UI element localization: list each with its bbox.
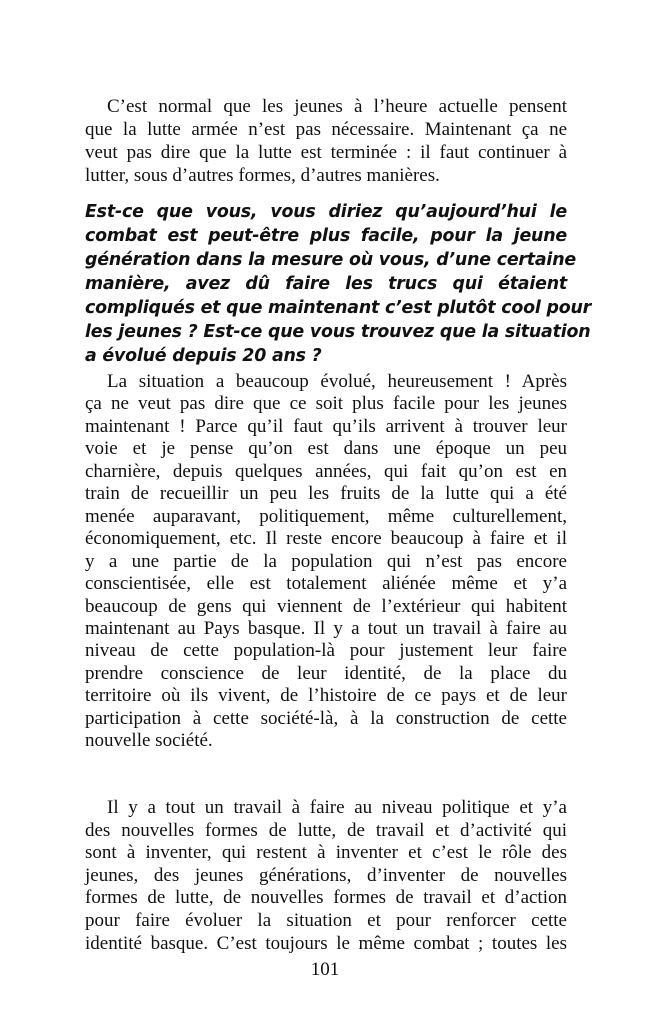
text-line: a évolué depuis 20 ans ?	[85, 346, 322, 366]
text-line: conscientisée, elle est totalement aliénée même et y’a	[85, 573, 567, 595]
text-line: niveau de cette population-là pour justement leur faire	[85, 640, 567, 662]
text-line: charnière, depuis quelques années, qui fait qu’on est en	[85, 460, 567, 482]
page-number: 101	[310, 959, 340, 980]
text-line: voie et je pense qu’on est dans une époque un peu	[85, 438, 567, 460]
text-line: jeunes, des jeunes générations, d’inventer de nouvelles	[85, 864, 567, 886]
text-line: maintenant ! Parce qu’il faut qu’ils arrivent à trouver leur	[85, 415, 567, 437]
text-line: combat est peut-être plus facile, pour la jeune	[85, 226, 567, 246]
text-line: nouvelle société.	[85, 730, 213, 752]
text-line: territoire où ils vivent, de l’histoire de ce pays et de leur	[85, 685, 567, 707]
text-line: compliqués et que maintenant c’est plutôt cool pour	[85, 298, 592, 318]
text-line: prendre conscience de leur identité, de la place du	[85, 662, 567, 684]
interview-question	[85, 200, 592, 368]
text-line: pour faire évoluer la situation et pour renforcer cette	[85, 909, 567, 931]
text-line: veut pas dire que la lutte est terminée : il faut continuer à	[85, 142, 567, 163]
paragraph	[85, 371, 567, 753]
text-line: les jeunes ? Est-ce que vous trouvez que la situation	[85, 322, 591, 342]
text-line: Il y a tout un travail à faire au niveau politique et y’a	[107, 797, 567, 818]
text-line: menée auparavant, politiquement, même culturellement,	[85, 505, 567, 527]
text-line: train de recueillir un peu les fruits de la lutte qui a été	[85, 483, 567, 505]
text-line: participation à cette société-là, à la construction de cette	[85, 707, 567, 729]
text-line: formes de lutte, de nouvelles formes de travail et d’action	[85, 887, 567, 909]
text-line: La situation a beaucoup évolué, heureusement ! Après	[107, 371, 567, 392]
text-line: ça ne veut pas dire que ce soit plus facile pour les jeunes	[85, 393, 567, 415]
text-line: beaucoup de gens qui viennent de l’extérieur qui habitent	[85, 595, 567, 617]
text-line: lutter, sous d’autres formes, d’autres manières.	[85, 165, 440, 186]
text-line: y a une partie de la population qui n’est pas encore	[85, 550, 567, 572]
text-line: que la lutte armée n’est pas nécessaire. Maintenant ça ne	[85, 119, 567, 140]
text-line: économiquement, etc. Il reste encore beaucoup à faire et il	[85, 528, 567, 550]
text-line: manière, avez dû faire les trucs qui étaient	[85, 274, 567, 294]
text-line: sont à inventer, qui restent à inventer et c’est le rôle des	[85, 842, 567, 864]
text-line: Est-ce que vous, vous diriez qu’aujourd’hui le	[85, 202, 567, 222]
text-line: des nouvelles formes de lutte, de travail et d’activité qui	[85, 819, 567, 841]
paragraph	[85, 797, 567, 955]
paragraph	[85, 95, 567, 187]
text-line: génération dans la mesure où vous, d’une certaine	[85, 250, 576, 270]
text-line: maintenant au Pays basque. Il y a tout un travail à faire au	[85, 617, 567, 639]
text-line: identité basque. C’est toujours le même combat ; toutes les	[85, 932, 567, 954]
text-line: C’est normal que les jeunes à l’heure actuelle pensent	[107, 96, 567, 117]
